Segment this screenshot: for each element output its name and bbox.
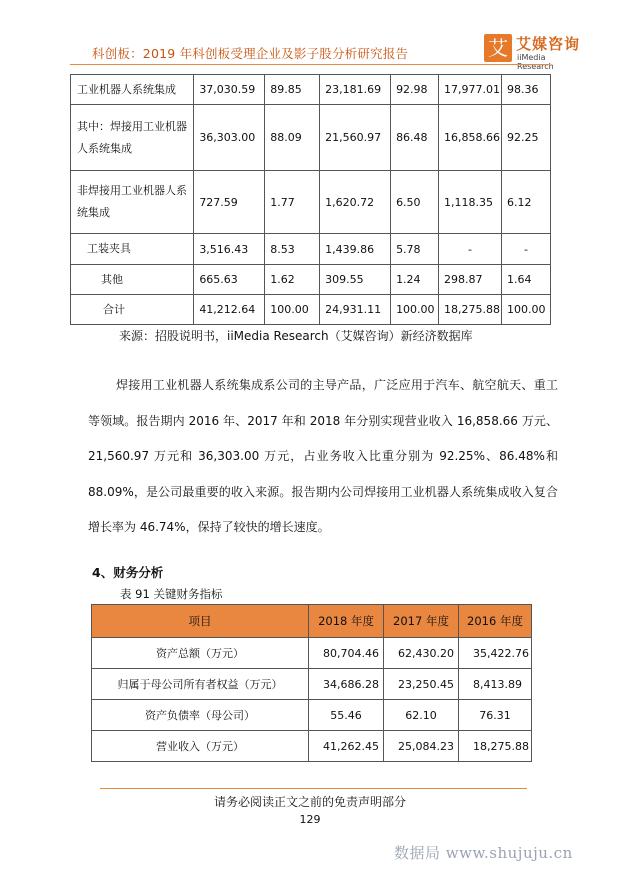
table-cell: 86.48: [391, 105, 439, 171]
table-cell: 1.64: [502, 265, 551, 295]
table-cell: 1,620.72: [320, 171, 391, 234]
table-cell: 727.59: [194, 171, 265, 234]
section-title: 4、财务分析: [92, 565, 164, 580]
table-cell: 55.46: [309, 700, 384, 731]
table-cell: 76.31: [458, 700, 531, 731]
table-cell: 营业收入（万元）: [92, 731, 309, 762]
table-cell: 41,262.45: [309, 731, 384, 762]
table-cell: 23,250.45: [384, 669, 459, 700]
table-cell: 23,181.69: [320, 75, 391, 105]
table-cell: 35,422.76: [458, 638, 531, 669]
table-cell: 665.63: [194, 265, 265, 295]
table-row: [71, 265, 551, 295]
logo-english-name: iiMedia Research: [517, 53, 554, 71]
table-cell: 其他: [71, 265, 194, 295]
table-cell: 24,931.11: [320, 295, 391, 325]
table-cell: 98.36: [502, 75, 551, 105]
table-cell: 17,977.01: [439, 75, 502, 105]
column-header: 2016 年度: [458, 605, 531, 638]
table-row: [92, 731, 532, 762]
table-cell: 6.12: [502, 171, 551, 234]
table-cell: 16,858.66: [439, 105, 502, 171]
table-cell: 92.98: [391, 75, 439, 105]
table-cell: 工装夹具: [71, 234, 194, 265]
header-title: 科创板：2019 年科创板受理企业及影子股分析研究报告: [92, 46, 409, 61]
table-cell: 100.00: [502, 295, 551, 325]
body-paragraph: [88, 368, 558, 546]
table-cell: 8,413.89: [458, 669, 531, 700]
table-cell: -: [502, 234, 551, 265]
table-cell: 6.50: [391, 171, 439, 234]
table-row: [92, 638, 532, 669]
table-cell: 89.85: [265, 75, 320, 105]
table-cell: 92.25: [502, 105, 551, 171]
table-header-row: [92, 605, 532, 638]
table-row: [92, 669, 532, 700]
table-cell: 1,439.86: [320, 234, 391, 265]
footer-divider: [100, 788, 527, 789]
table-cell: 1.24: [391, 265, 439, 295]
table-cell: 5.78: [391, 234, 439, 265]
table-cell: 298.87: [439, 265, 502, 295]
table-row: [71, 171, 551, 234]
logo-glyph: 艾: [484, 34, 512, 62]
table-cell: 36,303.00: [194, 105, 265, 171]
table-cell: 309.55: [320, 265, 391, 295]
footer-notice: 请务必阅读正文之前的免责声明部分: [213, 795, 406, 809]
table-cell: 其中：焊接用工业机器人系统集成: [71, 105, 194, 171]
table-cell: 100.00: [391, 295, 439, 325]
table-caption: 表 91 关键财务指标: [120, 587, 223, 601]
table-cell: 1.62: [265, 265, 320, 295]
table-row: [71, 75, 551, 105]
page-number: 129: [299, 813, 321, 826]
business-revenue-table: [70, 74, 551, 325]
table-cell: 21,560.97: [320, 105, 391, 171]
column-header: 2017 年度: [384, 605, 459, 638]
table-cell: 3,516.43: [194, 234, 265, 265]
table-cell: -: [439, 234, 502, 265]
table-cell: 1.77: [265, 171, 320, 234]
source-note: 来源：招股说明书，iiMedia Research（艾媒咨询）新经济数据库: [119, 329, 473, 343]
table-row: [71, 295, 551, 325]
table-cell: 62.10: [384, 700, 459, 731]
table-row: [71, 234, 551, 265]
paragraph-text: 焊接用工业机器人系统集成系公司的主导产品，广泛应用于汽车、航空航天、重工等领域。报告期内 2016 年、2017 年和 2018 年分别实现营业收入 16,858.66 万元、21,560.97 万元和 36,303.00 万元，占业务收入比重分别为 92.25%、86.48%和 88.09%，是公司最重要的收入来源。报告期内公司焊接用工业机器人系统集成收入复合增长率为 46.74%，保持了较快的增长速度。: [88, 378, 558, 534]
column-header: 2018 年度: [309, 605, 384, 638]
header-divider: [70, 64, 550, 65]
table-cell: 37,030.59: [194, 75, 265, 105]
table-cell: 合计: [71, 295, 194, 325]
logo: [484, 30, 584, 71]
table-cell: 62,430.20: [384, 638, 459, 669]
table-cell: 资产负债率（母公司）: [92, 700, 309, 731]
table-cell: 18,275.88: [458, 731, 531, 762]
table-cell: 资产总额（万元）: [92, 638, 309, 669]
table-cell: 非焊接用工业机器人系统集成: [71, 171, 194, 234]
table-cell: 100.00: [265, 295, 320, 325]
table-row: [92, 700, 532, 731]
financial-indicators-table: [91, 604, 532, 762]
table-cell: 工业机器人系统集成: [71, 75, 194, 105]
table-cell: 80,704.46: [309, 638, 384, 669]
table-cell: 归属于母公司所有者权益（万元）: [92, 669, 309, 700]
table-cell: 88.09: [265, 105, 320, 171]
table-row: [71, 105, 551, 171]
table-cell: 34,686.28: [309, 669, 384, 700]
table-cell: 1,118.35: [439, 171, 502, 234]
table-cell: 18,275.88: [439, 295, 502, 325]
watermark: 数据局 www.shujuju.cn: [394, 844, 573, 862]
logo-chinese-name: 艾媒咨询: [516, 35, 581, 53]
table-cell: 25,084.23: [384, 731, 459, 762]
column-header: 项目: [92, 605, 309, 638]
table-cell: 41,212.64: [194, 295, 265, 325]
table-cell: 8.53: [265, 234, 320, 265]
